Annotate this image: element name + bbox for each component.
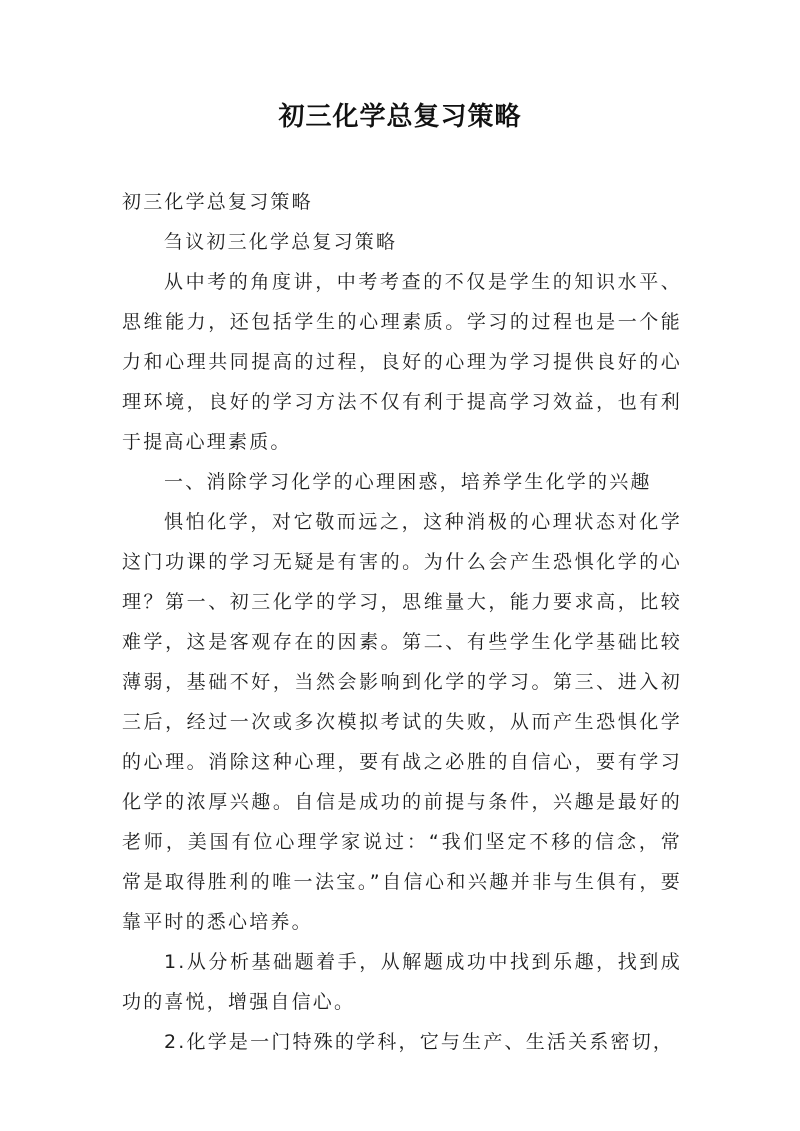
- document-title: 初三化学总复习策略: [278, 102, 522, 132]
- paragraph-section-1: 惧怕化学，对它敬而远之，这种消极的心理状态对化学这门功课的学习无疑是有害的。为什么会产生恐惧化学的心理？第一、初三化学的学习，思维量大，能力要求高，比较难学，这是客观存在的因素。第二、有些学生化学基础比较薄弱，基础不好，当然会影响到化学的学习。第三、进入初三后，经过一次或多次模拟考试的失败，从而产生恐惧化学的心理。消除这种心理，要有战之必胜的自信心，要有学习化学的浓厚兴趣。自信是成功的前提与条件，兴趣是最好的老师，美国有位心理学家说过：“我们坚定不移的信念，常常是取得胜利的唯一法宝。”自信心和兴趣并非与生俱有，要靠平时的悉心培养。: [122, 511, 682, 933]
- section-heading-1: 一、消除学习化学的心理困惑，培养学生化学的兴趣: [164, 471, 652, 493]
- paragraph-subtitle: 刍议初三化学总复习策略: [164, 231, 398, 253]
- list-item-2: 2.化学是一门特殊的学科，它与生产、生活关系密切，: [164, 1031, 675, 1053]
- paragraph-heading: 初三化学总复习策略: [122, 191, 313, 213]
- paragraph-intro: 从中考的角度讲，中考考查的不仅是学生的知识水平、思维能力，还包括学生的心理素质。学习的过程也是一个能力和心理共同提高的过程，良好的心理为学习提供良好的心理环境，良好的学习方法不仅有利于提高学习效益，也有利于提高心理素质。: [122, 271, 682, 453]
- document-body: [122, 182, 682, 1062]
- list-item-1: 1.从分析基础题着手，从解题成功中找到乐趣，找到成功的喜悦，增强自信心。: [122, 951, 682, 1013]
